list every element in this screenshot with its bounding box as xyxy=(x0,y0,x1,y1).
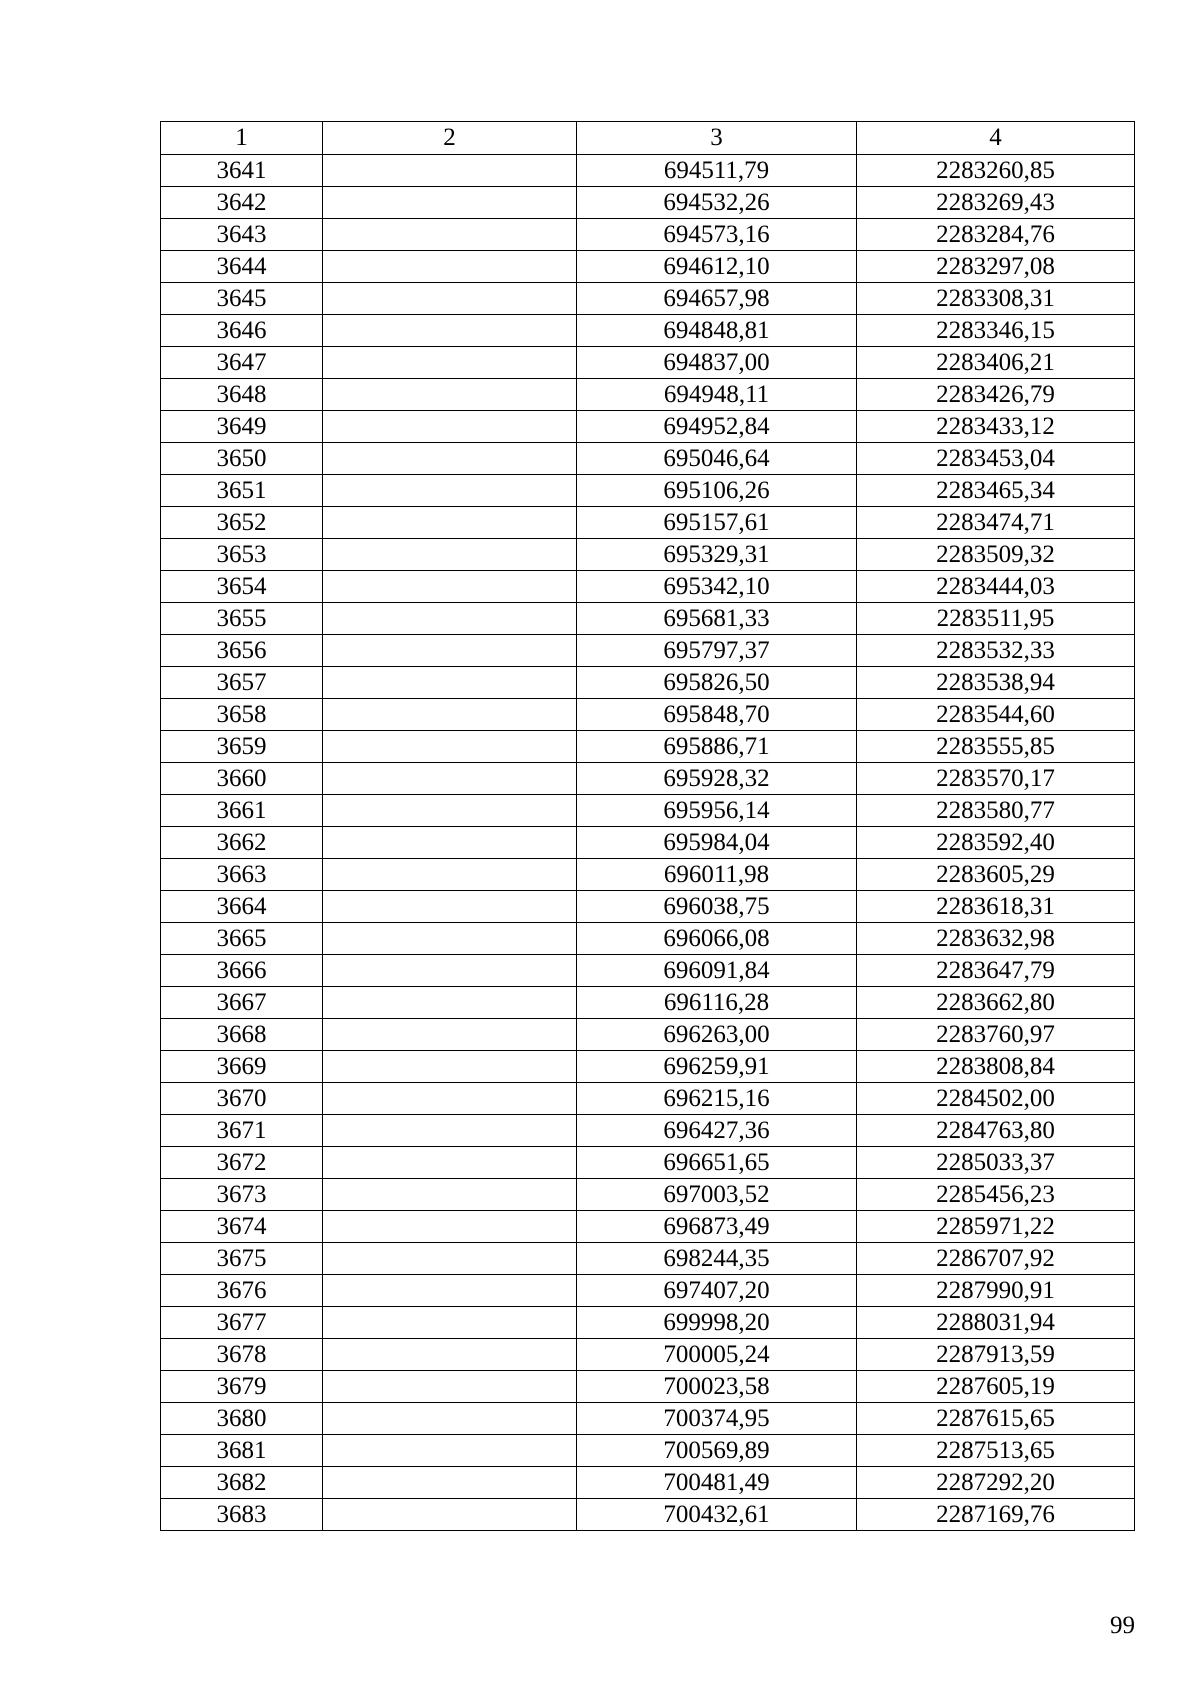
y-coordinate-cell: 2283511,95 xyxy=(857,603,1135,635)
empty-cell xyxy=(323,571,577,603)
x-coordinate-cell: 699998,20 xyxy=(577,1307,857,1339)
point-number-cell: 3666 xyxy=(161,955,323,987)
y-coordinate-cell: 2283647,79 xyxy=(857,955,1135,987)
y-coordinate-cell: 2283433,12 xyxy=(857,411,1135,443)
point-number-cell: 3660 xyxy=(161,763,323,795)
x-coordinate-cell: 696873,49 xyxy=(577,1211,857,1243)
x-coordinate-cell: 696215,16 xyxy=(577,1083,857,1115)
y-coordinate-cell: 2287990,91 xyxy=(857,1275,1135,1307)
empty-cell xyxy=(323,1179,577,1211)
table-row xyxy=(161,1435,1135,1467)
x-coordinate-cell: 695928,32 xyxy=(577,763,857,795)
y-coordinate-cell: 2283605,29 xyxy=(857,859,1135,891)
coordinates-table xyxy=(160,121,1135,1531)
table-row xyxy=(161,1371,1135,1403)
y-coordinate-cell: 2284502,00 xyxy=(857,1083,1135,1115)
header-cell-col4: 4 xyxy=(857,122,1135,155)
header-cell-col3: 3 xyxy=(577,122,857,155)
x-coordinate-cell: 697003,52 xyxy=(577,1179,857,1211)
y-coordinate-cell: 2283426,79 xyxy=(857,379,1135,411)
y-coordinate-cell: 2285971,22 xyxy=(857,1211,1135,1243)
table-row xyxy=(161,251,1135,283)
x-coordinate-cell: 696116,28 xyxy=(577,987,857,1019)
point-number-cell: 3663 xyxy=(161,859,323,891)
empty-cell xyxy=(323,731,577,763)
point-number-cell: 3661 xyxy=(161,795,323,827)
table-row xyxy=(161,1243,1135,1275)
table-row xyxy=(161,379,1135,411)
empty-cell xyxy=(323,155,577,187)
empty-cell xyxy=(323,923,577,955)
point-number-cell: 3652 xyxy=(161,507,323,539)
point-number-cell: 3644 xyxy=(161,251,323,283)
point-number-cell: 3679 xyxy=(161,1371,323,1403)
empty-cell xyxy=(323,667,577,699)
point-number-cell: 3677 xyxy=(161,1307,323,1339)
y-coordinate-cell: 2283308,31 xyxy=(857,283,1135,315)
empty-cell xyxy=(323,635,577,667)
x-coordinate-cell: 695984,04 xyxy=(577,827,857,859)
table-row xyxy=(161,635,1135,667)
header-cell-col1: 1 xyxy=(161,122,323,155)
point-number-cell: 3676 xyxy=(161,1275,323,1307)
y-coordinate-cell: 2287292,20 xyxy=(857,1467,1135,1499)
x-coordinate-cell: 700005,24 xyxy=(577,1339,857,1371)
table-row xyxy=(161,1051,1135,1083)
x-coordinate-cell: 696427,36 xyxy=(577,1115,857,1147)
y-coordinate-cell: 2283346,15 xyxy=(857,315,1135,347)
empty-cell xyxy=(323,763,577,795)
table-row xyxy=(161,347,1135,379)
x-coordinate-cell: 696651,65 xyxy=(577,1147,857,1179)
table-row xyxy=(161,1339,1135,1371)
x-coordinate-cell: 700023,58 xyxy=(577,1371,857,1403)
x-coordinate-cell: 695157,61 xyxy=(577,507,857,539)
y-coordinate-cell: 2283662,80 xyxy=(857,987,1135,1019)
point-number-cell: 3665 xyxy=(161,923,323,955)
y-coordinate-cell: 2285033,37 xyxy=(857,1147,1135,1179)
y-coordinate-cell: 2283592,40 xyxy=(857,827,1135,859)
empty-cell xyxy=(323,699,577,731)
empty-cell xyxy=(323,955,577,987)
y-coordinate-cell: 2283269,43 xyxy=(857,187,1135,219)
point-number-cell: 3670 xyxy=(161,1083,323,1115)
point-number-cell: 3672 xyxy=(161,1147,323,1179)
x-coordinate-cell: 694837,00 xyxy=(577,347,857,379)
table-row xyxy=(161,219,1135,251)
point-number-cell: 3648 xyxy=(161,379,323,411)
point-number-cell: 3680 xyxy=(161,1403,323,1435)
table-row xyxy=(161,315,1135,347)
y-coordinate-cell: 2283465,34 xyxy=(857,475,1135,507)
y-coordinate-cell: 2283632,98 xyxy=(857,923,1135,955)
table-row xyxy=(161,923,1135,955)
x-coordinate-cell: 694952,84 xyxy=(577,411,857,443)
y-coordinate-cell: 2287169,76 xyxy=(857,1499,1135,1531)
empty-cell xyxy=(323,187,577,219)
y-coordinate-cell: 2283453,04 xyxy=(857,443,1135,475)
x-coordinate-cell: 694948,11 xyxy=(577,379,857,411)
empty-cell xyxy=(323,1435,577,1467)
point-number-cell: 3642 xyxy=(161,187,323,219)
table-row xyxy=(161,1499,1135,1531)
table-row xyxy=(161,1211,1135,1243)
table-row xyxy=(161,891,1135,923)
point-number-cell: 3667 xyxy=(161,987,323,1019)
x-coordinate-cell: 694532,26 xyxy=(577,187,857,219)
empty-cell xyxy=(323,1307,577,1339)
point-number-cell: 3645 xyxy=(161,283,323,315)
x-coordinate-cell: 696066,08 xyxy=(577,923,857,955)
y-coordinate-cell: 2287615,65 xyxy=(857,1403,1135,1435)
point-number-cell: 3653 xyxy=(161,539,323,571)
x-coordinate-cell: 694612,10 xyxy=(577,251,857,283)
x-coordinate-cell: 695329,31 xyxy=(577,539,857,571)
x-coordinate-cell: 697407,20 xyxy=(577,1275,857,1307)
x-coordinate-cell: 695681,33 xyxy=(577,603,857,635)
x-coordinate-cell: 696259,91 xyxy=(577,1051,857,1083)
y-coordinate-cell: 2283297,08 xyxy=(857,251,1135,283)
page-number: 99 xyxy=(1110,1612,1135,1639)
point-number-cell: 3671 xyxy=(161,1115,323,1147)
y-coordinate-cell: 2283760,97 xyxy=(857,1019,1135,1051)
y-coordinate-cell: 2283538,94 xyxy=(857,667,1135,699)
x-coordinate-cell: 694511,79 xyxy=(577,155,857,187)
y-coordinate-cell: 2283474,71 xyxy=(857,507,1135,539)
table-row xyxy=(161,283,1135,315)
x-coordinate-cell: 695886,71 xyxy=(577,731,857,763)
x-coordinate-cell: 700569,89 xyxy=(577,1435,857,1467)
point-number-cell: 3646 xyxy=(161,315,323,347)
point-number-cell: 3649 xyxy=(161,411,323,443)
table-row xyxy=(161,827,1135,859)
point-number-cell: 3682 xyxy=(161,1467,323,1499)
empty-cell xyxy=(323,283,577,315)
x-coordinate-cell: 696011,98 xyxy=(577,859,857,891)
x-coordinate-cell: 695106,26 xyxy=(577,475,857,507)
table-row xyxy=(161,1467,1135,1499)
empty-cell xyxy=(323,1403,577,1435)
empty-cell xyxy=(323,987,577,1019)
y-coordinate-cell: 2283509,32 xyxy=(857,539,1135,571)
point-number-cell: 3658 xyxy=(161,699,323,731)
table-row xyxy=(161,731,1135,763)
y-coordinate-cell: 2287513,65 xyxy=(857,1435,1135,1467)
empty-cell xyxy=(323,859,577,891)
table-row xyxy=(161,1019,1135,1051)
table-row xyxy=(161,955,1135,987)
empty-cell xyxy=(323,1211,577,1243)
point-number-cell: 3654 xyxy=(161,571,323,603)
empty-cell xyxy=(323,1147,577,1179)
table-row xyxy=(161,1083,1135,1115)
point-number-cell: 3641 xyxy=(161,155,323,187)
empty-cell xyxy=(323,1019,577,1051)
table-row xyxy=(161,1179,1135,1211)
empty-cell xyxy=(323,411,577,443)
empty-cell xyxy=(323,443,577,475)
x-coordinate-cell: 696091,84 xyxy=(577,955,857,987)
empty-cell xyxy=(323,1467,577,1499)
table-row xyxy=(161,795,1135,827)
empty-cell xyxy=(323,1115,577,1147)
table-row xyxy=(161,987,1135,1019)
table-row xyxy=(161,603,1135,635)
empty-cell xyxy=(323,379,577,411)
table-row xyxy=(161,1147,1135,1179)
point-number-cell: 3683 xyxy=(161,1499,323,1531)
empty-cell xyxy=(323,1051,577,1083)
empty-cell xyxy=(323,1083,577,1115)
y-coordinate-cell: 2283444,03 xyxy=(857,571,1135,603)
x-coordinate-cell: 694573,16 xyxy=(577,219,857,251)
x-coordinate-cell: 696038,75 xyxy=(577,891,857,923)
empty-cell xyxy=(323,603,577,635)
point-number-cell: 3669 xyxy=(161,1051,323,1083)
y-coordinate-cell: 2286707,92 xyxy=(857,1243,1135,1275)
point-number-cell: 3664 xyxy=(161,891,323,923)
y-coordinate-cell: 2288031,94 xyxy=(857,1307,1135,1339)
empty-cell xyxy=(323,827,577,859)
empty-cell xyxy=(323,1371,577,1403)
empty-cell xyxy=(323,347,577,379)
y-coordinate-cell: 2285456,23 xyxy=(857,1179,1135,1211)
y-coordinate-cell: 2284763,80 xyxy=(857,1115,1135,1147)
x-coordinate-cell: 694848,81 xyxy=(577,315,857,347)
header-cell-col2: 2 xyxy=(323,122,577,155)
point-number-cell: 3650 xyxy=(161,443,323,475)
y-coordinate-cell: 2283580,77 xyxy=(857,795,1135,827)
table-row xyxy=(161,411,1135,443)
point-number-cell: 3655 xyxy=(161,603,323,635)
table-row xyxy=(161,1403,1135,1435)
table-row xyxy=(161,1275,1135,1307)
point-number-cell: 3674 xyxy=(161,1211,323,1243)
y-coordinate-cell: 2283260,85 xyxy=(857,155,1135,187)
empty-cell xyxy=(323,1339,577,1371)
point-number-cell: 3678 xyxy=(161,1339,323,1371)
x-coordinate-cell: 696263,00 xyxy=(577,1019,857,1051)
y-coordinate-cell: 2283284,76 xyxy=(857,219,1135,251)
point-number-cell: 3659 xyxy=(161,731,323,763)
point-number-cell: 3668 xyxy=(161,1019,323,1051)
empty-cell xyxy=(323,315,577,347)
point-number-cell: 3675 xyxy=(161,1243,323,1275)
table-row xyxy=(161,507,1135,539)
empty-cell xyxy=(323,475,577,507)
x-coordinate-cell: 695848,70 xyxy=(577,699,857,731)
table-row xyxy=(161,571,1135,603)
x-coordinate-cell: 695797,37 xyxy=(577,635,857,667)
empty-cell xyxy=(323,219,577,251)
point-number-cell: 3662 xyxy=(161,827,323,859)
empty-cell xyxy=(323,1499,577,1531)
point-number-cell: 3651 xyxy=(161,475,323,507)
table-row xyxy=(161,699,1135,731)
empty-cell xyxy=(323,507,577,539)
table-row xyxy=(161,155,1135,187)
empty-cell xyxy=(323,891,577,923)
table-row xyxy=(161,539,1135,571)
empty-cell xyxy=(323,1243,577,1275)
empty-cell xyxy=(323,539,577,571)
y-coordinate-cell: 2283555,85 xyxy=(857,731,1135,763)
table-row xyxy=(161,859,1135,891)
point-number-cell: 3681 xyxy=(161,1435,323,1467)
empty-cell xyxy=(323,1275,577,1307)
x-coordinate-cell: 700374,95 xyxy=(577,1403,857,1435)
point-number-cell: 3657 xyxy=(161,667,323,699)
point-number-cell: 3647 xyxy=(161,347,323,379)
y-coordinate-cell: 2287913,59 xyxy=(857,1339,1135,1371)
x-coordinate-cell: 695342,10 xyxy=(577,571,857,603)
x-coordinate-cell: 698244,35 xyxy=(577,1243,857,1275)
header-row xyxy=(161,122,1135,155)
x-coordinate-cell: 694657,98 xyxy=(577,283,857,315)
table-row xyxy=(161,443,1135,475)
x-coordinate-cell: 695826,50 xyxy=(577,667,857,699)
point-number-cell: 3656 xyxy=(161,635,323,667)
table-row xyxy=(161,187,1135,219)
x-coordinate-cell: 700432,61 xyxy=(577,1499,857,1531)
x-coordinate-cell: 695956,14 xyxy=(577,795,857,827)
y-coordinate-cell: 2283570,17 xyxy=(857,763,1135,795)
table-row xyxy=(161,763,1135,795)
table-row xyxy=(161,1307,1135,1339)
table-row xyxy=(161,1115,1135,1147)
y-coordinate-cell: 2283532,33 xyxy=(857,635,1135,667)
empty-cell xyxy=(323,795,577,827)
table-row xyxy=(161,475,1135,507)
x-coordinate-cell: 700481,49 xyxy=(577,1467,857,1499)
y-coordinate-cell: 2283406,21 xyxy=(857,347,1135,379)
y-coordinate-cell: 2283808,84 xyxy=(857,1051,1135,1083)
y-coordinate-cell: 2283618,31 xyxy=(857,891,1135,923)
y-coordinate-cell: 2287605,19 xyxy=(857,1371,1135,1403)
x-coordinate-cell: 695046,64 xyxy=(577,443,857,475)
table-row xyxy=(161,667,1135,699)
point-number-cell: 3643 xyxy=(161,219,323,251)
y-coordinate-cell: 2283544,60 xyxy=(857,699,1135,731)
point-number-cell: 3673 xyxy=(161,1179,323,1211)
table-header xyxy=(161,122,1135,155)
empty-cell xyxy=(323,251,577,283)
table-body xyxy=(161,155,1135,1531)
